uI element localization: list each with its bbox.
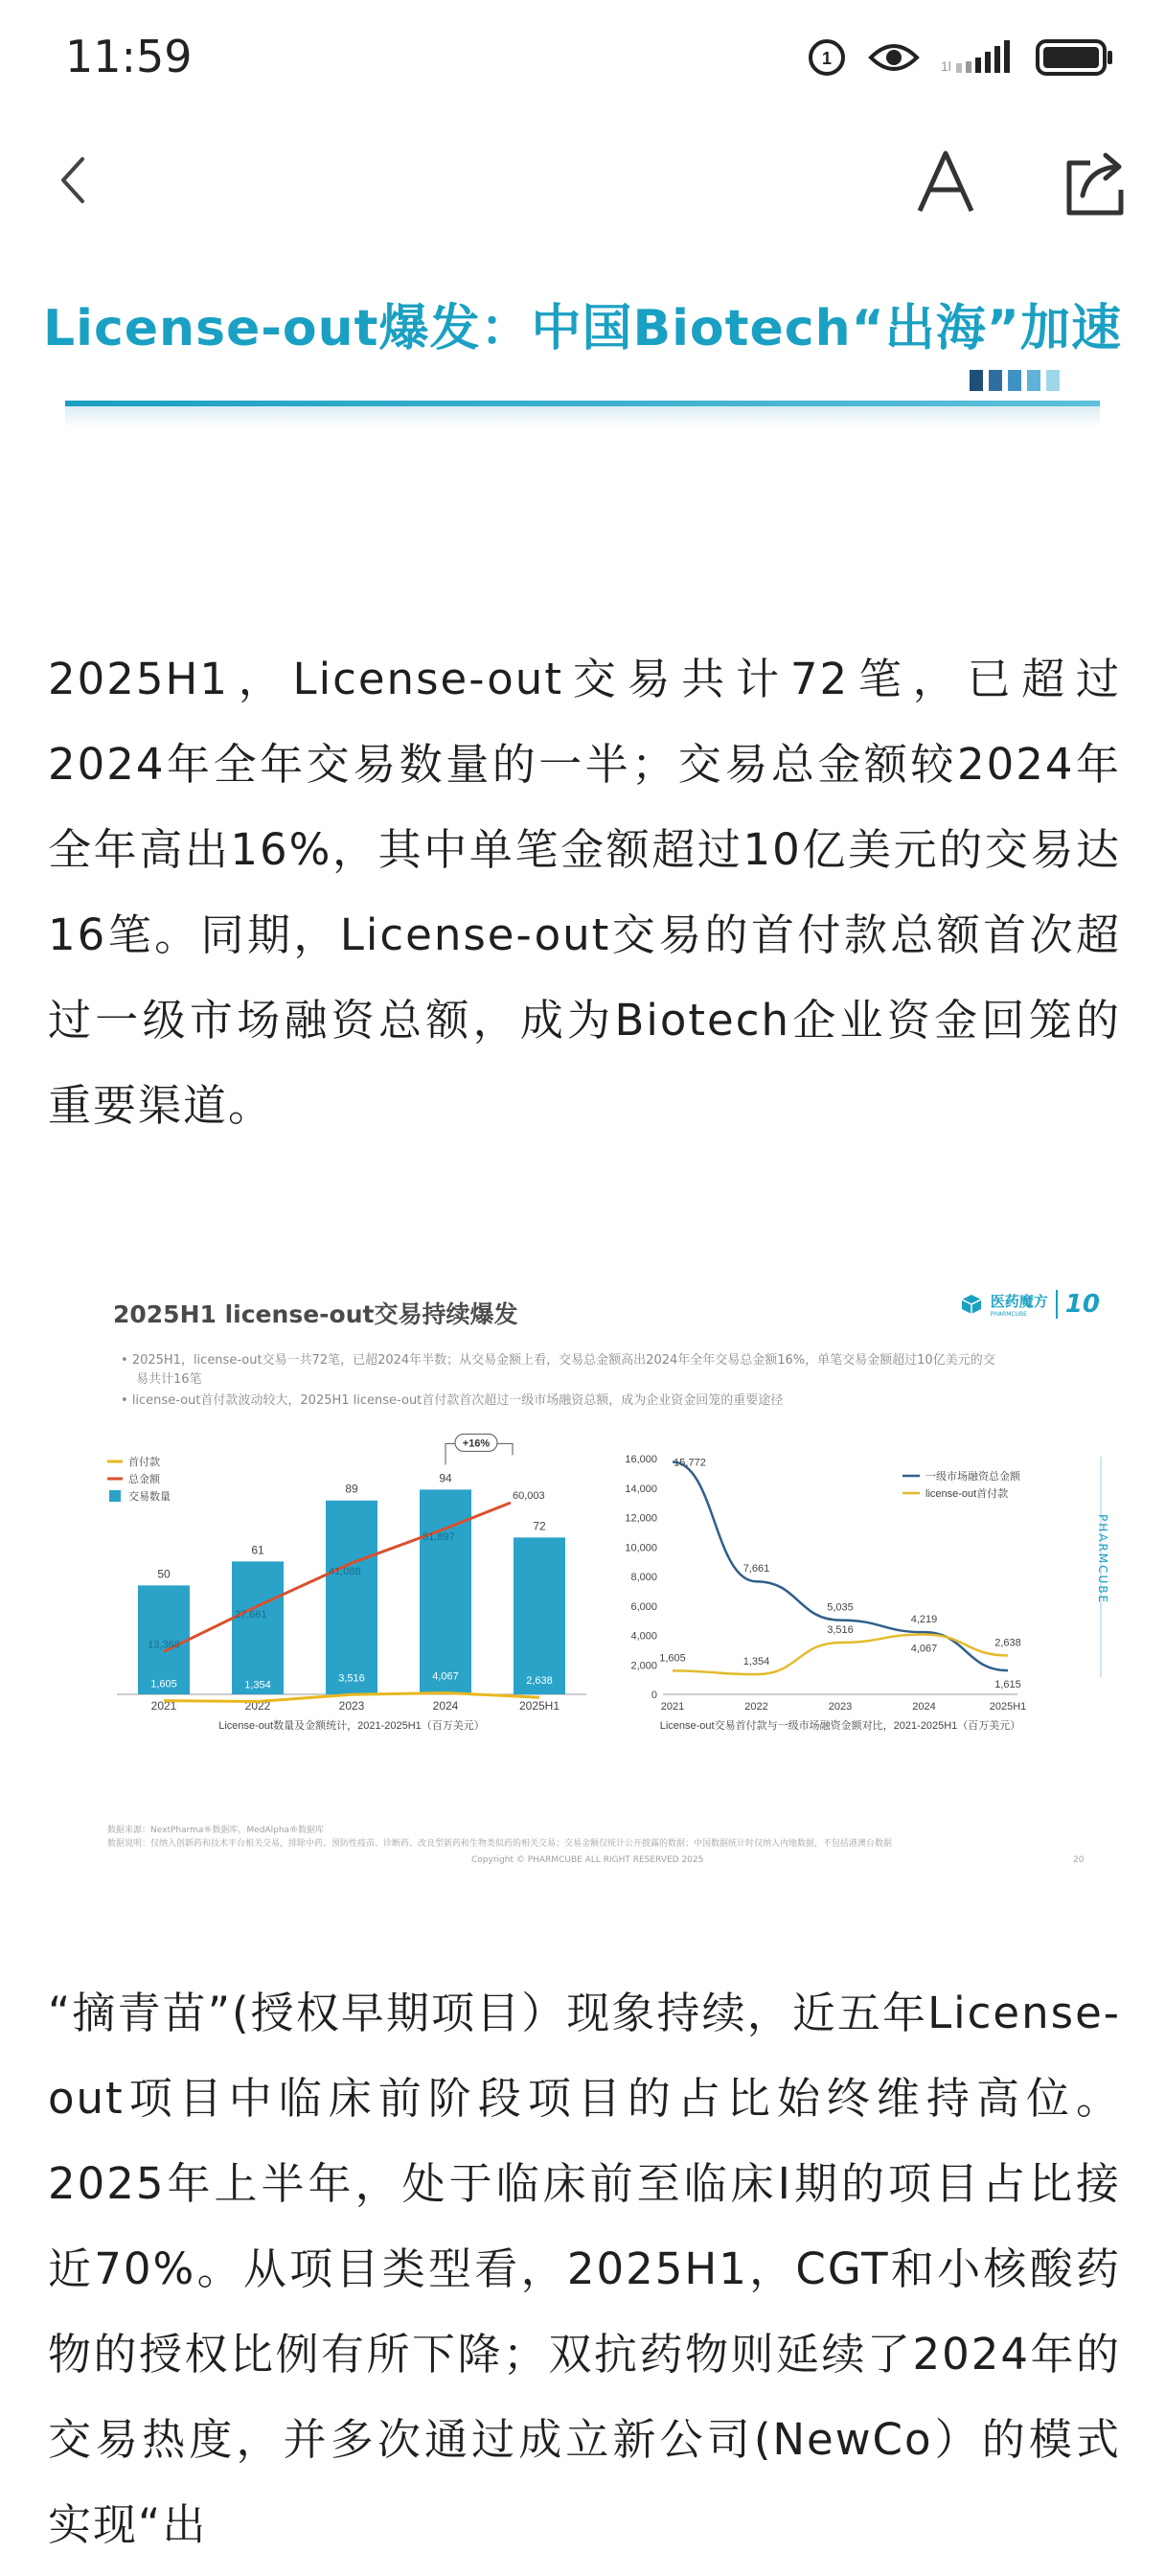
legend-swatch	[109, 1490, 121, 1502]
data-label: 1,615	[994, 1679, 1021, 1691]
data-label: 4,219	[910, 1614, 938, 1626]
bar	[232, 1561, 284, 1694]
x-tick-label: 2021	[150, 1699, 177, 1713]
x-tick-label: 2022	[744, 1701, 768, 1713]
share-button[interactable]	[1062, 144, 1129, 220]
chart-caption: License-out交易首付款与一级市场融资金额对比，2021-2025H1（百万美元）	[659, 1720, 1021, 1732]
slide-page-number: 20	[1073, 1855, 1085, 1865]
upfront-data-label: 3,516	[338, 1672, 365, 1685]
legend-label: 交易数量	[128, 1491, 171, 1503]
slide-bullet-1-text: 2025H1，license-out交易一共72笔，已超2024年半数；从交易金额上看，交易总金额高出2024年全年交易总金额16%，单笔交易金额超过10亿美元的交	[131, 1353, 995, 1368]
series-line	[673, 1634, 1008, 1674]
pharmcube-logo	[960, 1290, 1100, 1319]
legend-label: license-out首付款	[925, 1488, 1009, 1500]
bar-data-label: 50	[157, 1567, 171, 1581]
status-icons	[807, 36, 1115, 82]
slide-bullet-2-text: license-out首付款波动较大，2025H1 license-out首付款首次超过一级市场融资总额，成为企业资金回笼的重要途径	[131, 1393, 784, 1408]
data-label: 3,516	[827, 1623, 854, 1636]
slide-footnote-1: 数据来源：NextPharma®数据库，MedAlpha®数据库	[107, 1826, 325, 1835]
data-label: 4,067	[910, 1643, 938, 1655]
slide-charts	[107, 1418, 1104, 1782]
y-tick-label: 10,000	[625, 1542, 657, 1554]
data-label: 7,661	[742, 1563, 770, 1576]
title-underline-shadow	[65, 406, 1100, 427]
bar-chart-deal-count-amount	[107, 1434, 586, 1732]
total-data-label: 41,088	[329, 1566, 361, 1578]
upfront-data-label: 1,605	[150, 1678, 177, 1690]
logo-anniversary: 10	[1064, 1290, 1100, 1319]
title-decoration	[970, 370, 1060, 391]
upfront-data-label: 1,354	[244, 1679, 271, 1691]
x-tick-label: 2023	[338, 1699, 365, 1713]
slide-copyright: Copyright © PHARMCUBE ALL RIGHT RESERVED 2025	[471, 1855, 704, 1865]
signal-label: 1l	[941, 58, 951, 74]
y-tick-label: 6,000	[630, 1600, 657, 1613]
slide-bullet-1-cont: 易共计16笔	[136, 1372, 202, 1387]
bar-data-label: 61	[251, 1543, 264, 1557]
data-label: 5,035	[827, 1601, 854, 1614]
paragraph-2: “摘青苗”(授权早期项目）现象持续，近五年License-out项目中临床前阶段项目的占比始终维持高位。2025年上半年，处于临床前至临床I期的项目占比接近70%。从项目类型看，2025H1，CGT和小核酸药物的授权比例有所下降；双抗药物则延续了2024年的交易热度，并多次通过成立新公司(NewCo）的模式实现“出	[48, 1988, 1121, 2550]
article-title: License-out爆发：中国Biotech“出海”加速	[43, 300, 1122, 357]
line-chart-upfront-vs-financing	[625, 1454, 1026, 1732]
battery-icon	[1035, 38, 1115, 80]
legend-label: 首付款	[128, 1457, 160, 1468]
cube-icon	[960, 1293, 983, 1316]
data-label: 1,354	[742, 1656, 770, 1668]
logo-separator	[1056, 1290, 1058, 1319]
x-tick-label: 2025H1	[989, 1701, 1027, 1713]
bar	[326, 1501, 377, 1694]
x-tick-label: 2024	[432, 1699, 459, 1713]
logo-subtext: PHARMCUBE	[990, 1311, 1027, 1318]
y-tick-label: 4,000	[630, 1630, 657, 1643]
data-label: 2,638	[994, 1637, 1021, 1649]
total-data-label: 13,368	[148, 1639, 180, 1651]
font-size-button[interactable]	[912, 144, 979, 220]
slide-bullet-2: • license-out首付款波动较大，2025H1 license-out首付款首次超过一级市场融资总额，成为企业资金回笼的重要途径	[121, 1393, 784, 1408]
x-tick-label: 2023	[828, 1701, 853, 1713]
bar	[514, 1537, 565, 1694]
logo-text: 医药魔方	[990, 1293, 1048, 1310]
y-tick-label: 2,000	[630, 1660, 657, 1672]
slide-title: 2025H1 license-out交易持续爆发	[113, 1300, 518, 1328]
back-button[interactable]	[54, 151, 92, 209]
signal-icon	[941, 40, 1014, 79]
x-tick-label: 2022	[244, 1699, 271, 1713]
side-brand: PHARMCUBE	[1096, 1514, 1109, 1605]
report-slide-image[interactable]	[107, 1284, 1109, 1878]
legend-label: 一级市场融资总金额	[925, 1471, 1020, 1483]
legend-label: 总金额	[128, 1474, 160, 1485]
bar-data-label: 89	[345, 1482, 358, 1496]
bar-data-label: 72	[533, 1519, 546, 1533]
bar-data-label: 94	[439, 1471, 452, 1485]
x-tick-label: 2025H1	[518, 1699, 560, 1713]
slide-footnote-2: 数据说明：仅纳入创新药和技术平台相关交易，排除中药、预防性疫苗、诊断药、改良型新药和生物类似药的相关交易；交易金额仅统计公开披露的数据；中国数据统计时仅纳入内地数据，不包括港澳台数据	[107, 1839, 893, 1849]
data-label: 15,772	[674, 1457, 706, 1469]
upfront-data-label: 4,067	[432, 1670, 459, 1683]
y-tick-label: 8,000	[630, 1572, 657, 1583]
growth-label: +16%	[462, 1438, 491, 1450]
total-data-label: 60,003	[513, 1489, 545, 1502]
y-tick-label: 0	[651, 1690, 657, 1701]
svg-text:1: 1	[821, 49, 833, 68]
x-tick-label: 2021	[660, 1701, 685, 1713]
y-tick-label: 16,000	[625, 1454, 657, 1465]
hd-call-icon	[807, 37, 847, 81]
chart-caption: License-out数量及金额统计，2021-2025H1（百万美元）	[218, 1720, 485, 1732]
status-time: 11:59	[65, 31, 193, 82]
font-a-icon	[912, 144, 979, 220]
y-tick-label: 14,000	[625, 1483, 657, 1495]
slide-bullet-1: • 2025H1，license-out交易一共72笔，已超2024年半数；从交易金额上看，交易总金额高出2024年全年交易总金额16%，单笔交易金额超过10亿美元的交	[121, 1353, 995, 1368]
eye-icon	[868, 40, 920, 79]
paragraph-1: 2025H1，License-out交易共计72笔，已超过2024年全年交易数量的一半；交易总金额较2024年全年高出16%，其中单笔金额超过10亿美元的交易达16笔。同期，License-out交易的首付款总额首次超过一级市场融资总额，成为Biotech企业资金回笼的重要渠道。	[48, 654, 1121, 1131]
upfront-data-label: 2,638	[526, 1675, 553, 1688]
share-icon	[1062, 144, 1129, 220]
chevron-left-icon	[54, 151, 92, 209]
total-data-label: 27,661	[235, 1608, 267, 1621]
x-tick-label: 2024	[912, 1701, 936, 1713]
total-data-label: 51,897	[423, 1531, 455, 1544]
data-label: 1,605	[659, 1652, 686, 1665]
y-tick-label: 12,000	[625, 1512, 657, 1525]
